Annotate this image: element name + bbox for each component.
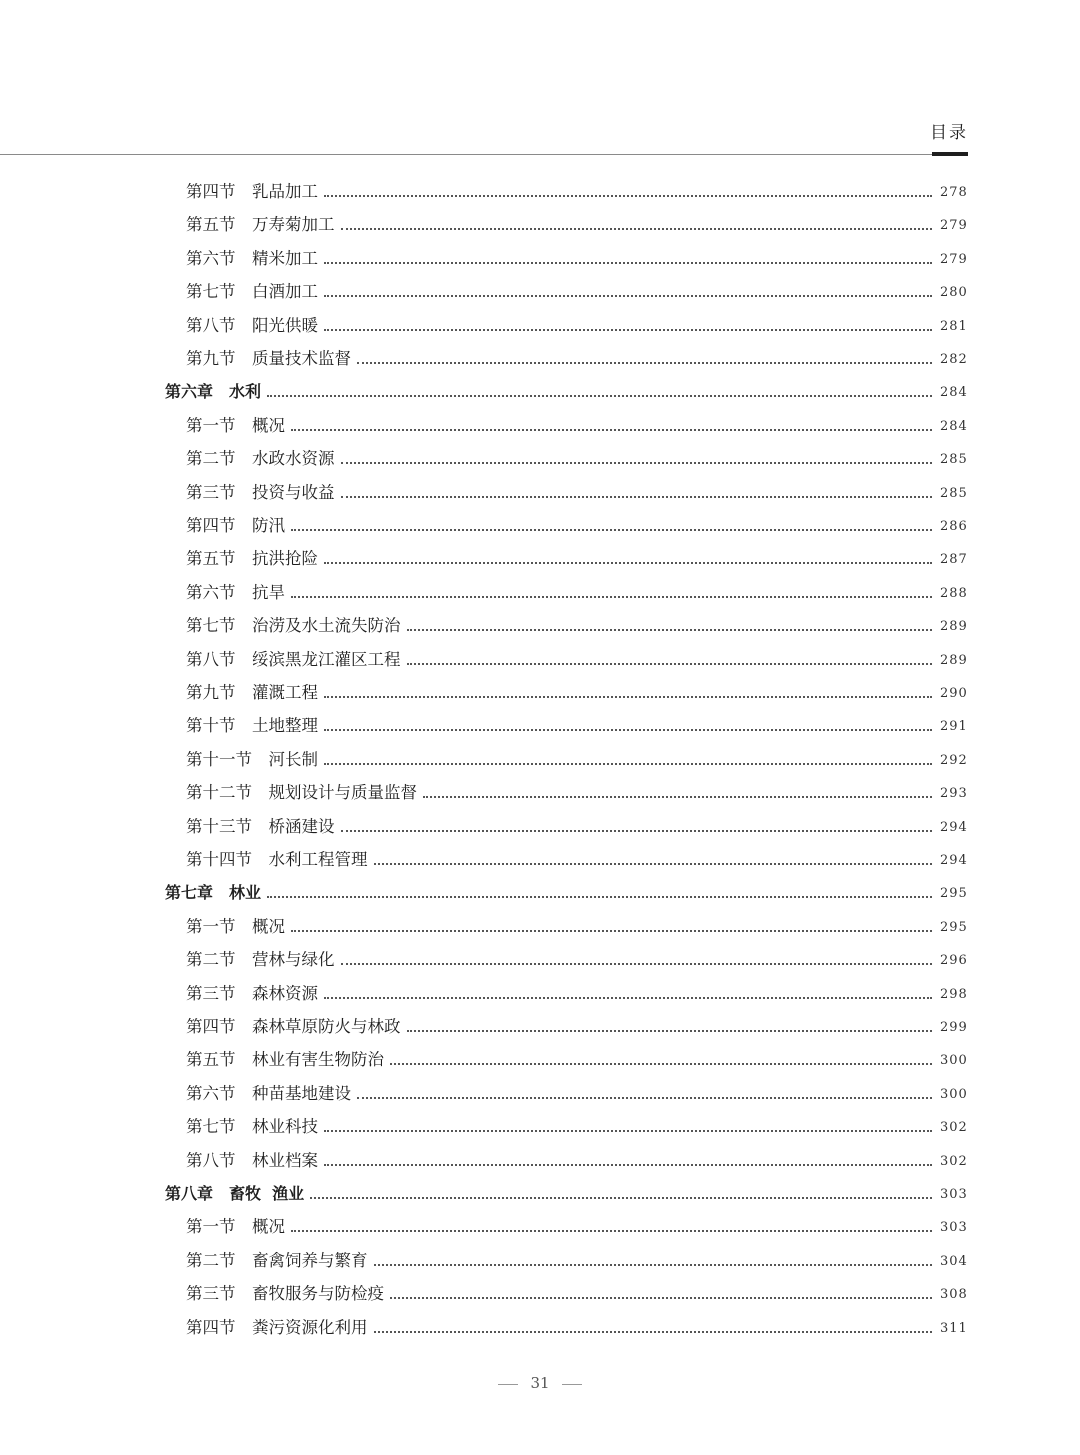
toc-page-number: 300	[940, 1086, 968, 1102]
toc-page-number: 291	[940, 719, 968, 735]
toc-leader-dots	[324, 729, 932, 731]
toc-leader-dots	[341, 830, 933, 832]
toc-entry-number: 第五节	[186, 549, 236, 569]
toc-entry-number: 第八节	[186, 315, 236, 335]
toc-entry-title: 森林资源	[252, 983, 318, 1003]
toc-page-number: 292	[940, 752, 968, 768]
toc-section-row[interactable]	[0, 612, 1080, 636]
toc-entry-title: 水政水资源	[252, 449, 335, 469]
toc-entry-title: 精米加工	[252, 248, 318, 268]
toc-entry-label	[186, 616, 401, 636]
toc-page-number: 298	[940, 986, 968, 1002]
toc-entry-number: 第七节	[186, 282, 236, 302]
toc-section-row[interactable]	[0, 545, 1080, 569]
toc-chapter-row[interactable]	[0, 378, 1080, 402]
toc-section-row[interactable]	[0, 846, 1080, 870]
toc-page-number: 285	[940, 452, 968, 468]
page-footer	[0, 1374, 1080, 1392]
toc-leader-dots	[291, 596, 932, 598]
toc-leader-dots	[291, 429, 932, 431]
toc-entry-label	[186, 683, 318, 703]
toc-section-row[interactable]	[0, 813, 1080, 837]
toc-page-number: 308	[940, 1287, 968, 1303]
toc-entry-label	[186, 583, 285, 603]
toc-entry-title: 抗旱	[252, 582, 285, 602]
toc-leader-dots	[324, 262, 932, 264]
toc-section-row[interactable]	[0, 1013, 1080, 1037]
toc-leader-dots	[407, 629, 933, 631]
toc-entry-number: 第七节	[186, 616, 236, 636]
toc-leader-dots	[291, 1230, 932, 1232]
toc-leader-dots	[374, 1331, 933, 1333]
toc-entry-title: 治涝及水土流失防治	[252, 616, 401, 636]
toc-page-number: 286	[940, 519, 968, 534]
toc-leader-dots	[324, 195, 932, 197]
toc-entry-label	[186, 1117, 318, 1137]
toc-entry-label	[165, 883, 261, 903]
toc-entry-title: 林业有害生物防治	[252, 1050, 384, 1070]
toc-entry-title: 投资与收益	[252, 482, 335, 502]
toc-entry-label	[186, 1318, 368, 1338]
footer-dash-right	[562, 1384, 582, 1385]
toc-page-number: 290	[940, 686, 968, 701]
toc-entry-title: 万寿菊加工	[252, 215, 335, 235]
toc-entry-label	[186, 817, 335, 837]
toc-leader-dots	[324, 1164, 932, 1166]
toc-entry-title: 概况	[252, 415, 285, 435]
toc-entry-number: 第四节	[186, 1317, 236, 1337]
toc-page-number: 280	[940, 285, 968, 301]
toc-entry-title: 林业	[229, 883, 262, 903]
toc-page-number: 294	[940, 819, 968, 835]
footer-dash-left	[498, 1384, 518, 1385]
toc-entry-title: 粪污资源化利用	[252, 1317, 368, 1337]
toc-section-row[interactable]	[0, 1280, 1080, 1304]
toc-page-number: 302	[940, 1153, 968, 1169]
toc-entry-title: 乳品加工	[252, 182, 318, 201]
toc-entry-label	[186, 984, 318, 1004]
toc-entry-title: 畜牧 渔业	[229, 1184, 305, 1203]
toc-leader-dots	[291, 529, 932, 531]
toc-entry-title: 概况	[252, 916, 285, 936]
toc-entry-number: 第八节	[186, 1150, 236, 1170]
toc-leader-dots	[267, 896, 932, 898]
toc-leader-dots	[291, 930, 932, 932]
toc-leader-dots	[267, 395, 932, 397]
toc-entry-number: 第四节	[186, 516, 236, 535]
toc-entry-label	[186, 349, 351, 369]
toc-page-number: 303	[940, 1220, 968, 1236]
toc-section-row[interactable]	[0, 412, 1080, 436]
toc-entry-label	[186, 316, 318, 336]
toc-entry-title: 规划设计与质量监督	[268, 783, 417, 803]
toc-leader-dots	[390, 1297, 932, 1299]
toc-entry-label	[186, 1017, 401, 1037]
toc-entry-label	[186, 1217, 285, 1237]
toc-chapter-row[interactable]	[0, 879, 1080, 903]
toc-entry-title: 林业档案	[252, 1150, 318, 1170]
toc-entry-number: 第一节	[186, 415, 236, 435]
toc-entry-number: 第六章	[165, 382, 214, 402]
toc-page-number: 296	[940, 953, 968, 969]
toc-section-row[interactable]	[0, 579, 1080, 603]
toc-page-number: 299	[940, 1020, 968, 1035]
toc-entry-label	[186, 449, 335, 469]
toc-leader-dots	[407, 1030, 933, 1032]
toc-entry-number: 第十二节	[186, 783, 252, 803]
toc-leader-dots	[310, 1197, 932, 1199]
toc-entry-title: 畜牧服务与防检疫	[252, 1284, 384, 1304]
toc-entry-number: 第一节	[186, 916, 236, 936]
toc-entry-title: 抗洪抢险	[252, 549, 318, 569]
toc-entry-label	[186, 416, 285, 436]
toc-section-row[interactable]	[0, 479, 1080, 503]
toc-entry-label	[165, 382, 261, 402]
toc-section-row[interactable]	[0, 245, 1080, 269]
toc-entry-number: 第九节	[186, 349, 236, 368]
toc-entry-number: 第六节	[186, 248, 236, 268]
toc-entry-number: 第五节	[186, 1050, 236, 1070]
toc-leader-dots	[341, 228, 933, 230]
toc-page-number: 300	[940, 1053, 968, 1069]
toc-entry-number: 第五节	[186, 215, 236, 235]
toc-entry-title: 绥滨黑龙江灌区工程	[252, 649, 401, 669]
toc-leader-dots	[341, 963, 933, 965]
toc-section-row[interactable]	[0, 211, 1080, 235]
toc-page-number: 295	[940, 886, 968, 902]
toc-page-number: 284	[940, 385, 968, 401]
toc-entry-title: 林业科技	[252, 1117, 318, 1137]
toc-entry-label	[186, 650, 401, 670]
toc-page-number: 311	[940, 1320, 968, 1336]
toc-entry-label	[186, 483, 335, 503]
toc-section-row[interactable]	[0, 345, 1080, 369]
toc-entry-number: 第四节	[186, 1017, 236, 1036]
toc-leader-dots	[341, 496, 933, 498]
toc-page-number: 279	[940, 251, 968, 267]
toc-page-number: 304	[940, 1253, 968, 1269]
toc-entry-title: 概况	[252, 1217, 285, 1237]
toc-entry-label	[186, 1151, 318, 1171]
toc-page-number: 303	[940, 1187, 968, 1202]
toc-entry-label	[186, 950, 335, 970]
toc-entry-label	[186, 182, 318, 202]
toc-entry-label	[186, 1284, 384, 1304]
toc-entry-number: 第三节	[186, 983, 236, 1003]
toc-section-row[interactable]	[0, 712, 1080, 736]
toc-page-number: 281	[940, 318, 968, 334]
toc-entry-number: 第九节	[186, 683, 236, 702]
toc-leader-dots	[324, 763, 932, 765]
toc-section-row[interactable]	[0, 1046, 1080, 1070]
toc-section-row[interactable]	[0, 1213, 1080, 1237]
toc-entry-title: 水利工程管理	[268, 850, 368, 869]
toc-entry-number: 第四节	[186, 182, 236, 201]
toc-section-row[interactable]	[0, 278, 1080, 302]
toc-entry-number: 第二节	[186, 1250, 236, 1270]
toc-entry-number: 第二节	[186, 449, 236, 469]
toc-entry-title: 营林与绿化	[252, 950, 335, 970]
toc-section-row[interactable]	[0, 1247, 1080, 1271]
toc-section-row[interactable]	[0, 1314, 1080, 1338]
toc-section-row[interactable]	[0, 1080, 1080, 1104]
toc-entry-title: 水利	[229, 382, 262, 402]
toc-section-row[interactable]	[0, 1113, 1080, 1137]
toc-leader-dots	[357, 362, 932, 364]
toc-entry-title: 灌溉工程	[252, 683, 318, 702]
toc-entry-number: 第八章	[165, 1184, 214, 1203]
toc-section-row[interactable]	[0, 178, 1080, 202]
toc-section-row[interactable]	[0, 312, 1080, 336]
toc-entry-number: 第一节	[186, 1217, 236, 1237]
toc-leader-dots	[324, 1130, 932, 1132]
toc-entry-label	[186, 850, 368, 870]
toc-entry-title: 森林草原防火与林政	[252, 1017, 401, 1036]
toc-entry-number: 第七节	[186, 1117, 236, 1137]
toc-page-number: 289	[940, 619, 968, 635]
toc-leader-dots	[324, 329, 932, 331]
toc-entry-title: 防汛	[252, 516, 285, 535]
toc-section-row[interactable]	[0, 646, 1080, 670]
toc-section-row[interactable]	[0, 445, 1080, 469]
toc-page-number: 302	[940, 1120, 968, 1136]
toc-page-number: 289	[940, 652, 968, 668]
toc-entry-label	[186, 516, 285, 536]
toc-page-number: 295	[940, 919, 968, 935]
toc-entry-label	[165, 1184, 304, 1204]
toc-page-number: 287	[940, 552, 968, 568]
toc-leader-dots	[324, 696, 932, 698]
toc-entry-label	[186, 1050, 384, 1070]
toc-entry-number: 第六节	[186, 582, 236, 602]
toc-chapter-row[interactable]	[0, 1180, 1080, 1204]
toc-entry-title: 阳光供暖	[252, 315, 318, 335]
toc-page-number: 288	[940, 585, 968, 601]
toc-leader-dots	[407, 663, 933, 665]
header-tab-marker	[932, 152, 968, 156]
toc-entry-number: 第二节	[186, 950, 236, 970]
toc-section-row[interactable]	[0, 746, 1080, 770]
toc-entry-number: 第十一节	[186, 749, 252, 769]
toc-page-number: 285	[940, 485, 968, 501]
toc-leader-dots	[374, 863, 933, 865]
toc-entry-number: 第十四节	[186, 850, 252, 869]
toc-leader-dots	[324, 295, 932, 297]
toc-entry-title: 土地整理	[252, 716, 318, 736]
toc-entry-label	[186, 750, 318, 770]
toc-entry-number: 第十节	[186, 716, 236, 736]
toc-section-row[interactable]	[0, 512, 1080, 536]
toc-entry-label	[186, 549, 318, 569]
toc-entry-label	[186, 215, 335, 235]
toc-leader-dots	[423, 796, 932, 798]
header-rule	[0, 154, 968, 155]
toc-page-number: 284	[940, 418, 968, 434]
toc-entry-label	[186, 282, 318, 302]
toc-entry-label	[186, 716, 318, 736]
toc-entry-label	[186, 249, 318, 269]
toc-leader-dots	[374, 1264, 933, 1266]
footer-page-number: 31	[530, 1374, 550, 1392]
toc-section-row[interactable]	[0, 679, 1080, 703]
toc-entry-label	[186, 783, 417, 803]
toc-entry-number: 第六节	[186, 1083, 236, 1103]
toc-entry-label	[186, 1084, 351, 1104]
toc-section-row[interactable]	[0, 779, 1080, 803]
toc-section-row[interactable]	[0, 946, 1080, 970]
toc-section-row[interactable]	[0, 1147, 1080, 1171]
toc-entry-label	[186, 917, 285, 937]
toc-entry-number: 第十三节	[186, 816, 252, 836]
toc-entry-number: 第三节	[186, 1284, 236, 1304]
toc-entry-title: 河长制	[268, 749, 318, 769]
toc-page-number: 294	[940, 853, 968, 868]
toc-entry-title: 种苗基地建设	[252, 1083, 351, 1103]
toc-page-number: 278	[940, 185, 968, 200]
toc-leader-dots	[357, 1097, 932, 1099]
toc-entry-number: 第八节	[186, 649, 236, 669]
toc-leader-dots	[324, 997, 932, 999]
toc-leader-dots	[390, 1063, 932, 1065]
toc-section-row[interactable]	[0, 980, 1080, 1004]
toc-entry-label	[186, 1251, 368, 1271]
toc-page-number: 282	[940, 352, 968, 367]
toc-leader-dots	[324, 562, 932, 564]
toc-section-row[interactable]	[0, 913, 1080, 937]
toc-leader-dots	[341, 462, 933, 464]
toc-entry-title: 白酒加工	[252, 282, 318, 302]
toc-entry-title: 桥涵建设	[268, 816, 335, 836]
toc-page-number: 279	[940, 218, 968, 234]
toc-entry-number: 第三节	[186, 482, 236, 502]
toc-entry-title: 质量技术监督	[252, 349, 351, 368]
toc-entry-title: 畜禽饲养与繁育	[252, 1250, 368, 1270]
running-header-title: 目录	[930, 123, 968, 143]
toc-entry-number: 第七章	[165, 883, 214, 903]
toc-page-number: 293	[940, 786, 968, 802]
